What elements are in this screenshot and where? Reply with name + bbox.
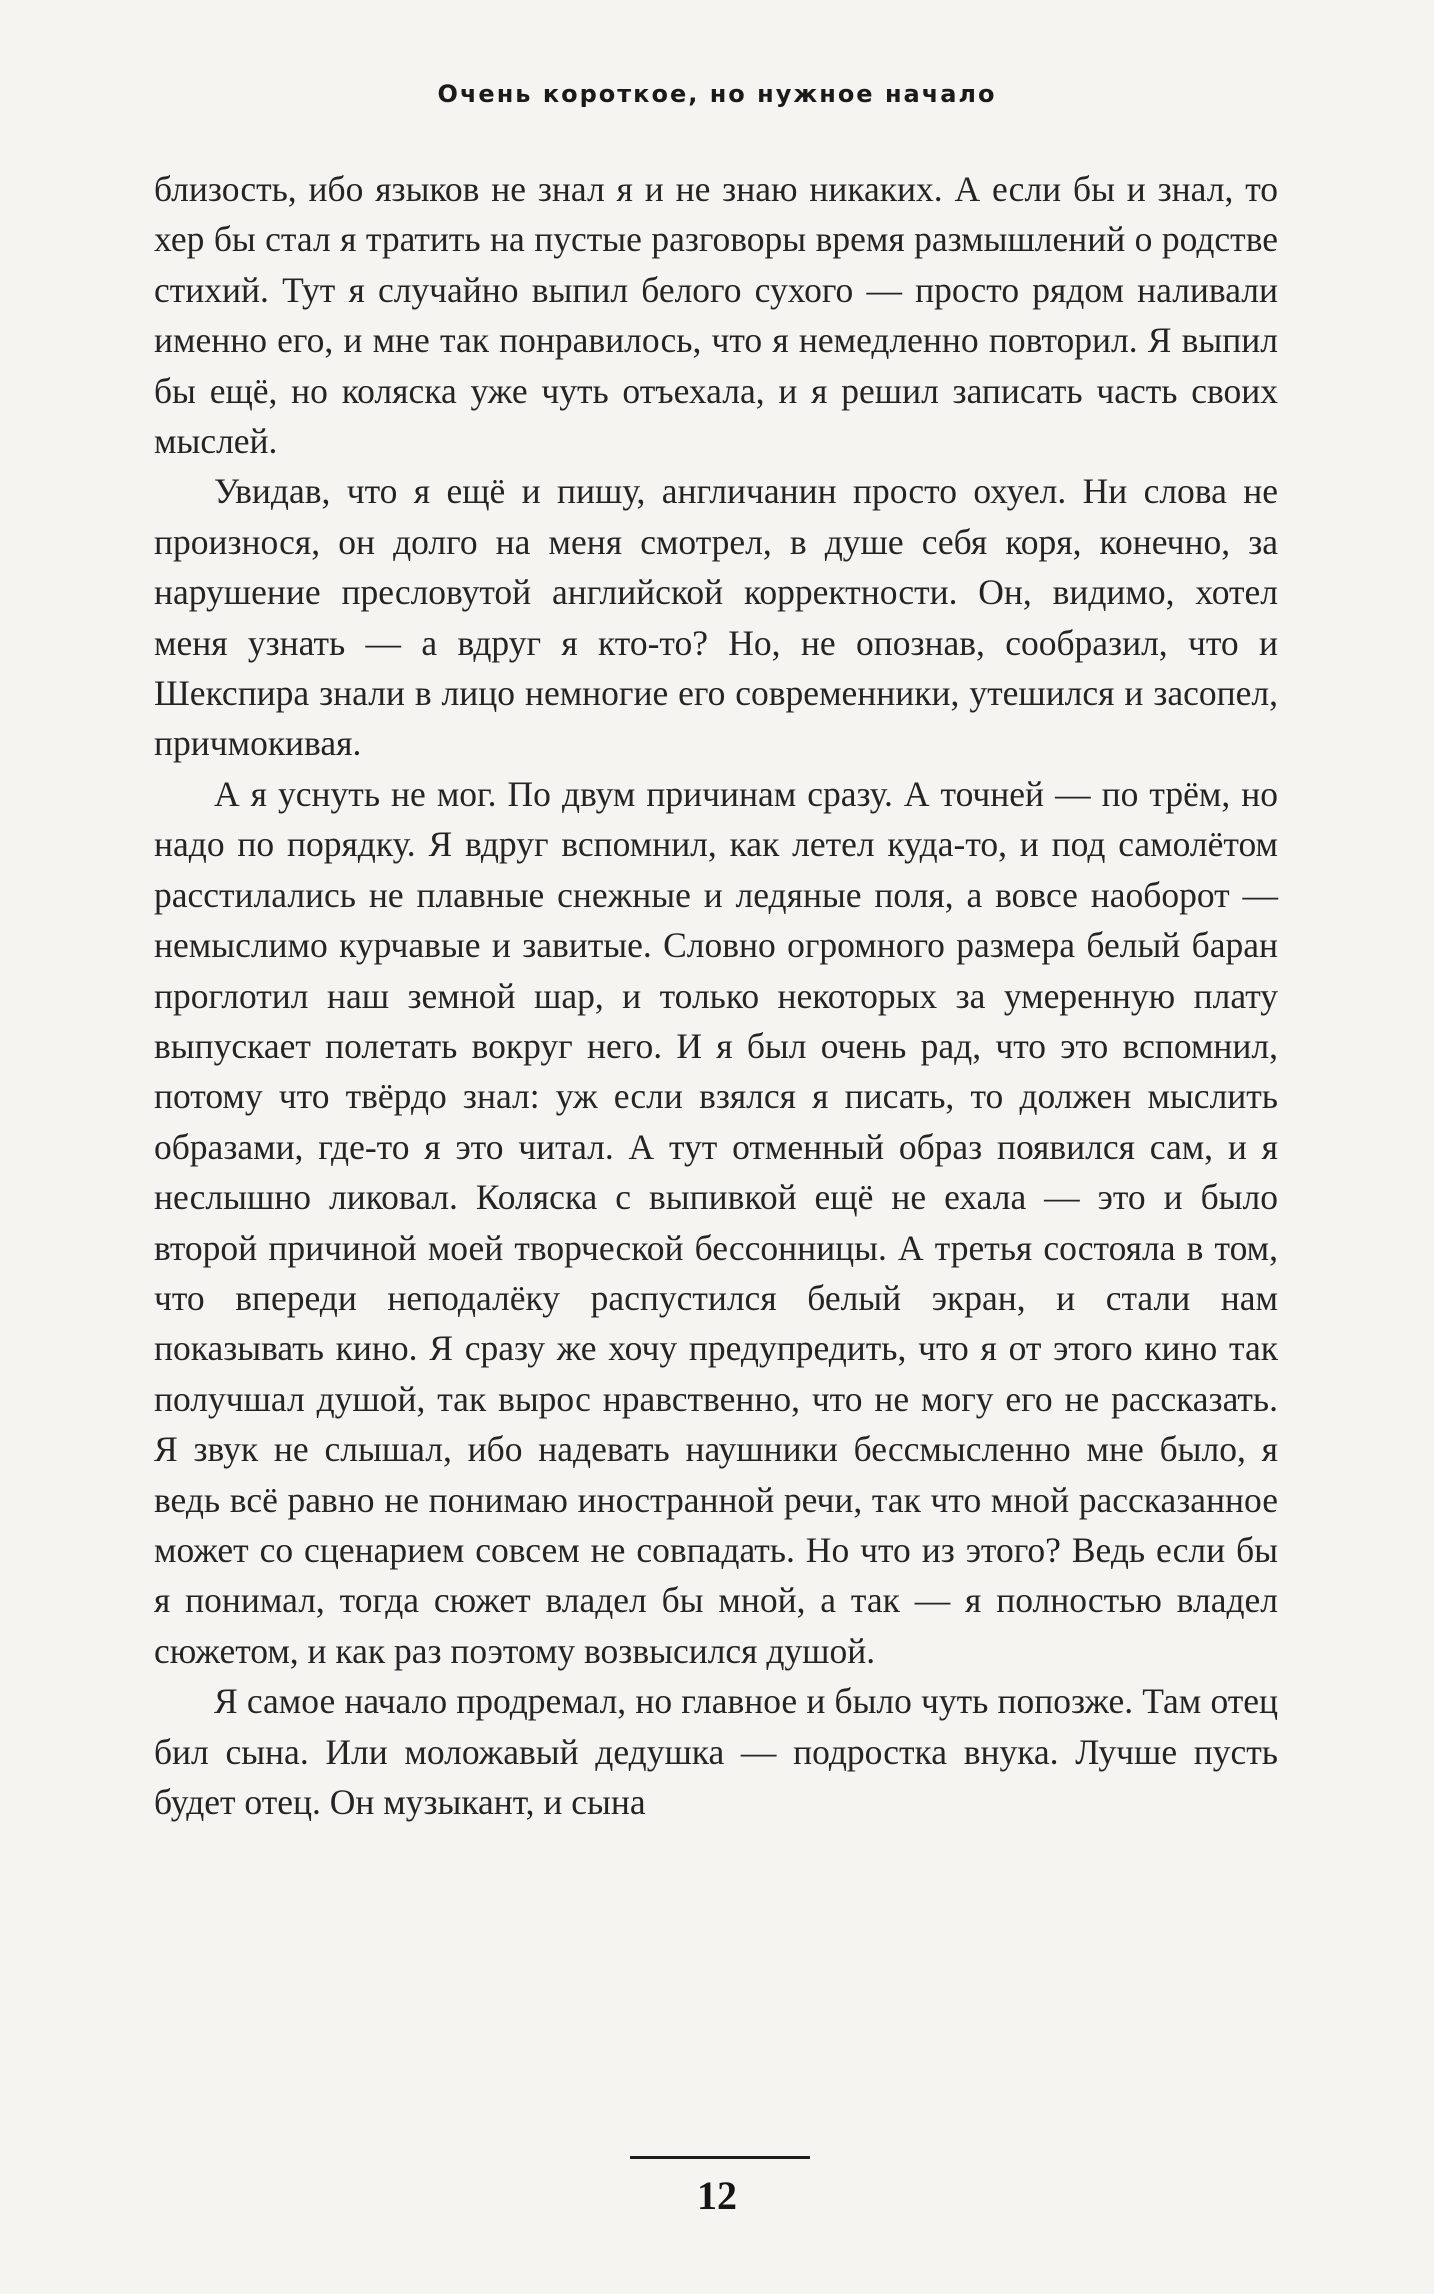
running-title: Очень короткое, но нужное начало: [437, 80, 997, 108]
paragraph-3: А я уснуть не мог. По двум причинам сразу. А точней — по трём, но надо по порядку. Я вдруг вспомнил, как летел куда-то, и под самолётом расстилались не плавные снежные и ледяные поля, а вовсе наоборот — немыслимо курчавые и завитые. Словно огромного размера белый баран проглотил наш земной шар, и только некоторых за умеренную плату выпускает полетать вокруг него. И я был очень рад, что это вспомнил, потому что твёрдо знал: уж если взялся я писать, то должен мыслить образами, где-то я это читал. А тут отменный образ появился сам, и я неслышно ликовал. Коляска с выпивкой ещё не ехала — это и было второй причиной моей творческой бессонницы. А третья состояла в том, что впереди неподалёку распустился белый экран, и стали нам показывать кино. Я сразу же хочу предупредить, что я от этого кино так получшал душой, так вырос нравственно, что не могу его не рассказать. Я звук не слышал, ибо надевать наушники бессмысленно мне было, я ведь всё равно не понимаю иностранной речи, так что мной рассказанное может со сценарием совсем не совпадать. Но что из этого? Ведь если бы я понимал, тогда сюжет владел бы мной, а так — я полностью владел сюжетом, и как раз поэтому возвысился душой.: [154, 773, 1278, 1671]
footer-rule: [630, 2156, 810, 2159]
paragraph-2: Увидав, что я ещё и пишу, англичанин просто охуел. Ни слова не произнося, он долго на меня смотрел, в душе себя коря, конечно, за нарушение пресловутой английской корректности. Он, видимо, хотел меня узнать — а вдруг я кто-то? Но, не опознав, сообразил, что и Шекспира знали в лицо немногие его современники, утешился и засопел, причмокивая.: [154, 471, 1278, 764]
paragraph-1: близость, ибо языков не знал я и не знаю никаких. А если бы и знал, то хер бы стал я тратить на пустые разговоры время размышлений о родстве стихий. Тут я случайно выпил белого сухого — просто рядом наливали именно его, и мне так понравилось, что я немедленно повторил. Я выпил бы ещё, но коляска уже чуть отъехала, и я решил записать часть своих мыслей.: [154, 169, 1278, 462]
page-body: [154, 164, 1278, 1827]
paragraph-4: Я самое начало продремал, но главное и было чуть попозже. Там отец бил сына. Или моложавый дедушка — подростка внука. Лучше пусть будет отец. Он музыкант, и сына: [154, 1681, 1278, 1822]
page-number: 12: [697, 2173, 737, 2218]
